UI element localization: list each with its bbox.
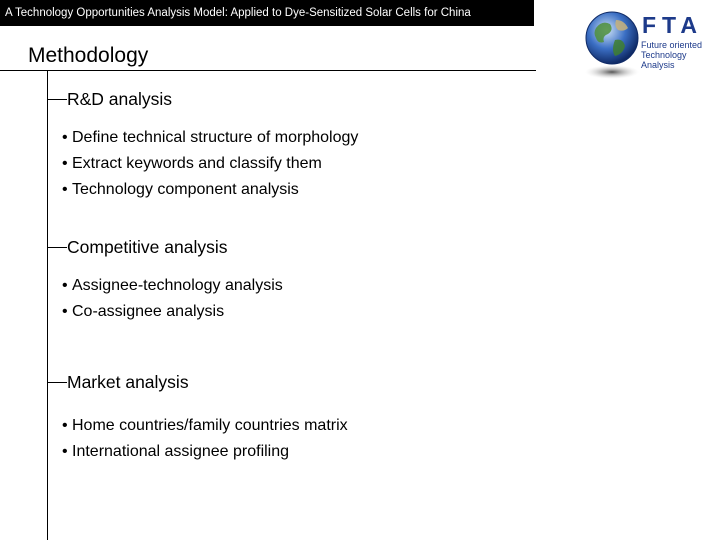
bullet-icon: • [62, 181, 68, 198]
list-item-text: Assignee-technology analysis [72, 277, 283, 294]
list-item-text: Define technical structure of morphology [72, 129, 359, 146]
heading-divider [0, 70, 536, 71]
bullet-icon: • [62, 303, 68, 320]
list-item-text: Technology component analysis [72, 181, 299, 198]
bullet-icon: • [62, 417, 68, 434]
connector-tick [47, 247, 67, 248]
presentation-title: A Technology Opportunities Analysis Model: Applied to Dye-Sensitized Solar Cells for China [5, 7, 471, 19]
list-item [62, 413, 348, 439]
list-item-text: Co-assignee analysis [72, 303, 225, 320]
connector-tick [47, 382, 67, 383]
connector-tick [47, 99, 67, 100]
list-item [62, 151, 358, 177]
market-analysis-bullet-list [62, 413, 348, 465]
rd-analysis-bullet-list [62, 125, 358, 203]
section-title-competitive-analysis [47, 236, 227, 258]
list-item [62, 439, 348, 465]
logo-subtitle: Future oriented Technology Analysis [641, 40, 703, 70]
globe-icon [582, 6, 644, 86]
section-title-text: Competitive analysis [67, 237, 228, 257]
slide-heading: Methodology [28, 44, 149, 67]
list-item [62, 273, 283, 299]
list-item [62, 177, 358, 203]
list-item-text: Extract keywords and classify them [72, 155, 322, 172]
list-item-text: Home countries/family countries matrix [72, 417, 348, 434]
list-item [62, 299, 283, 325]
competitive-analysis-bullet-list [62, 273, 283, 325]
bullet-icon: • [62, 443, 68, 460]
bullet-icon: • [62, 155, 68, 172]
bullet-icon: • [62, 277, 68, 294]
fta-logo [582, 6, 718, 86]
section-title-text: R&D analysis [67, 89, 173, 109]
section-title-market-analysis [47, 371, 189, 393]
section-title-rd-analysis [47, 88, 172, 110]
outline-connector-line [47, 71, 48, 540]
logo-acronym: FTA [642, 12, 704, 38]
list-item [62, 125, 358, 151]
list-item-text: International assignee profiling [72, 443, 290, 460]
bullet-icon: • [62, 129, 68, 146]
section-title-text: Market analysis [67, 372, 189, 392]
presentation-title-bar [0, 0, 534, 26]
